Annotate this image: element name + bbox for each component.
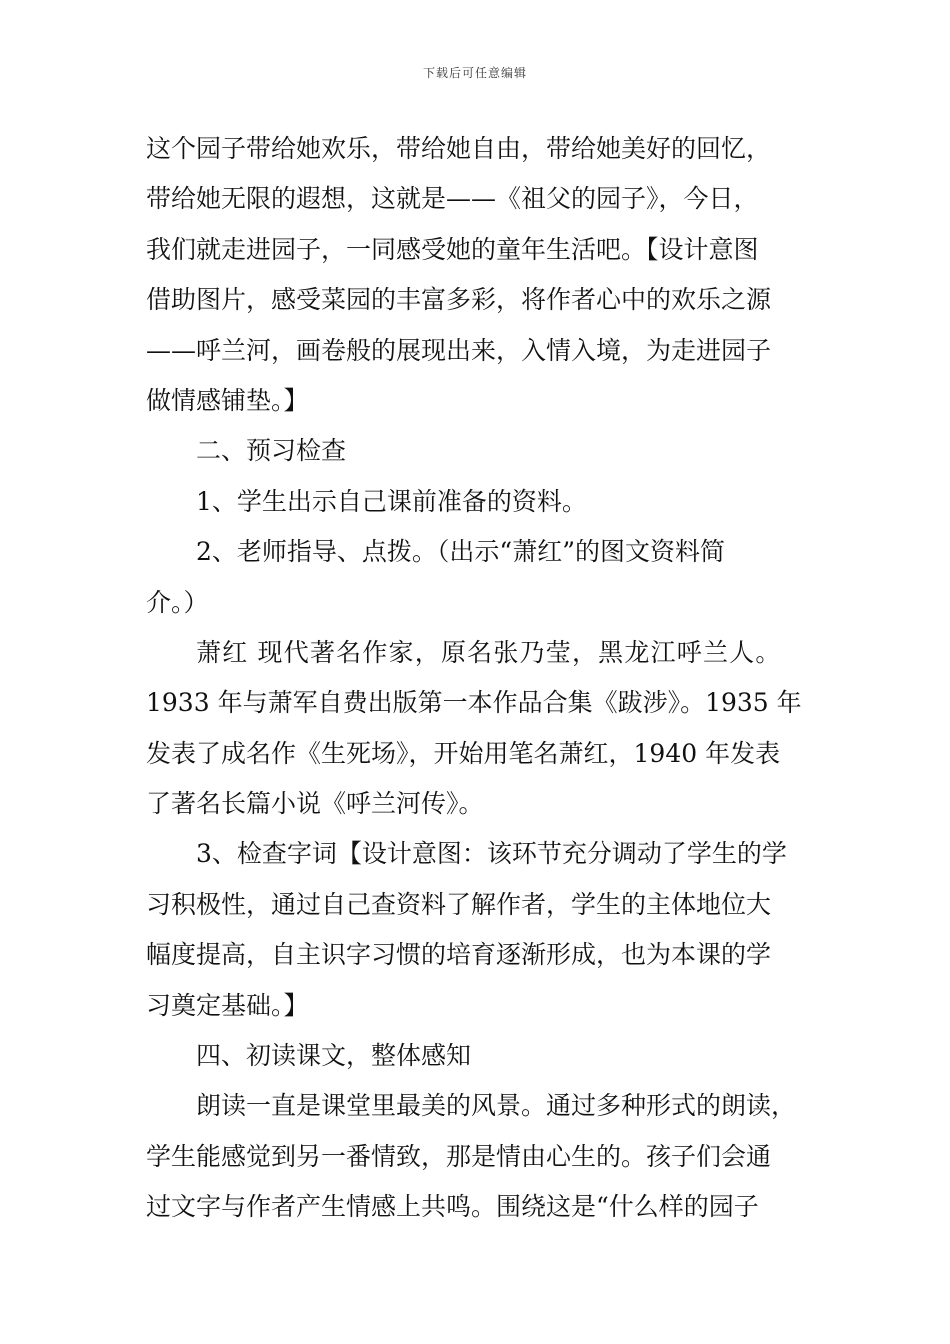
text-line: ——呼兰河，画卷般的展现出来，入情入境，为走进园子: [146, 335, 772, 365]
text-line: 朗读一直是课堂里最美的风景。通过多种形式的朗读，: [196, 1091, 797, 1121]
text-line: 借助图片，感受菜园的丰富多彩，将作者心中的欢乐之源: [146, 285, 772, 315]
text-line: 我们就走进园子，一同感受她的童年生活吧。【设计意图: [146, 234, 759, 264]
text-line: 幅度提高，自主识字习惯的培育逐渐形成，也为本课的学: [146, 940, 772, 970]
page-header: 下载后可任意编辑: [422, 66, 527, 80]
section-heading: 二、预习检查: [196, 436, 347, 466]
text-line: 1、学生出示自己课前准备的资料。: [196, 486, 587, 516]
section-heading: 四、初读课文，整体感知: [196, 1041, 472, 1071]
text-line: 萧红 现代著名作家，原名张乃莹，黑龙江呼兰人。: [196, 637, 782, 667]
document-body: [146, 124, 812, 1233]
text-line: 3、检查字词【设计意图：该环节充分调动了学生的学: [196, 839, 787, 869]
text-line: 这个园子带给她欢乐，带给她自由，带给她美好的回忆，: [146, 134, 772, 163]
text-line: 学生能感觉到另一番情致，那是情由心生的。孩子们会通: [146, 1141, 772, 1171]
text-line: 习积极性，通过自己查资料了解作者，学生的主体地位大: [146, 889, 772, 919]
text-line: 过文字与作者产生情感上共鸣。围绕这是“什么样的园子: [146, 1192, 759, 1222]
text-line: 了著名长篇小说《呼兰河传》。: [146, 789, 484, 819]
text-line: 介。）: [146, 587, 209, 617]
text-line: 发表了成名作《生死场》，开始用笔名萧红，1940 年发表: [146, 738, 781, 768]
text-line: 2、老师指导、点拨。（出示“萧红”的图文资料简: [196, 537, 725, 567]
text-line: 带给她无限的遐想，这就是——《祖父的园子》，今日，: [146, 184, 759, 214]
text-line: 1933 年与萧军自费出版第一本作品合集《跋涉》。1935 年: [146, 688, 802, 718]
text-line: 做情感铺垫。】: [146, 385, 309, 415]
text-line: 习奠定基础。】: [146, 990, 309, 1020]
